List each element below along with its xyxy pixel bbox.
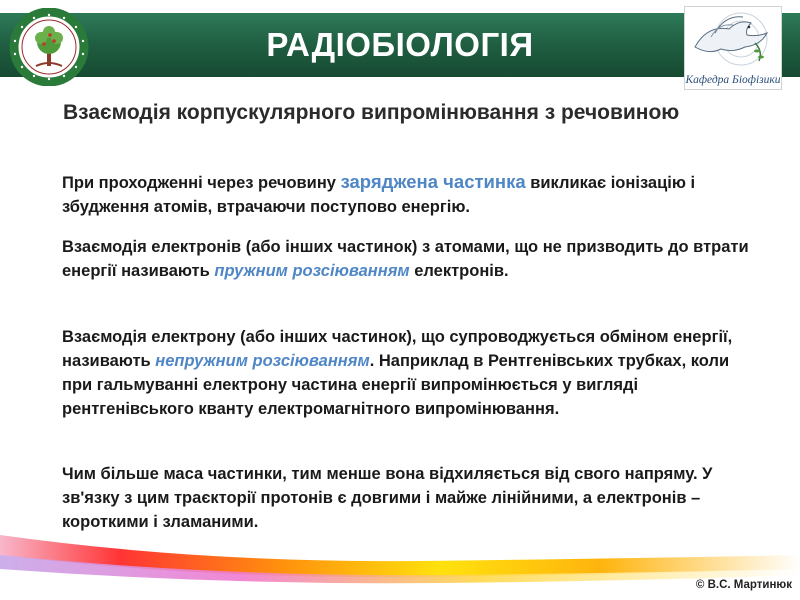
paragraph-2 xyxy=(62,235,752,283)
section-heading: Взаємодія корпускулярного випромінювання з речовиною xyxy=(63,101,680,124)
paragraph-1-text-end: викликає іонізацію і збудження атомів, втрачаючи поступово енергію. xyxy=(62,174,696,216)
paragraph-2-text-end: електронів. xyxy=(409,262,509,280)
paragraph-3-text-end: . Наприклад в Рентгенівських трубках, коли при гальмуванні електрону частина енергії випромінюється у вигляді рентгенівського кванту електромагнітного випромінювання. xyxy=(62,352,730,418)
paragraph-1-text-start: При проходженні через речовину xyxy=(62,174,341,192)
footer-rainbow-wave xyxy=(0,525,800,585)
copyright-text: © В.С. Мартинюк xyxy=(695,579,792,591)
institute-logo-icon xyxy=(6,8,92,86)
paragraph-2-text-start: Взаємодія електронів (або інших частинок) з атомами, що не призводить до втрати енергії називають xyxy=(62,238,749,280)
department-logo xyxy=(684,6,782,90)
institute-logo xyxy=(6,8,92,86)
paragraph-3-highlight: непружним розсіюванням xyxy=(155,352,370,370)
paragraph-1-highlight: заряджена частинка xyxy=(340,171,526,192)
slide-title: РАДІОБІОЛОГІЯ xyxy=(266,26,534,63)
header xyxy=(0,0,800,90)
paragraph-1 xyxy=(62,170,752,219)
paragraph-4: Чим більше маса частинки, тим менше вона відхиляється від свого напряму. У зв'язку з цим траєкторії протонів є довгими і майже лінійними, а електронів – короткими і зламаними. xyxy=(62,465,713,531)
department-logo-caption: Кафедра Біофізики xyxy=(685,74,781,86)
dove-icon xyxy=(685,7,781,71)
paragraph-3 xyxy=(62,325,752,421)
paragraph-3-text-start: Взаємодія електрону (або інших частинок), що супроводжується обміном енергії, називають xyxy=(62,328,733,370)
paragraph-2-highlight: пружним розсіюванням xyxy=(214,262,410,280)
